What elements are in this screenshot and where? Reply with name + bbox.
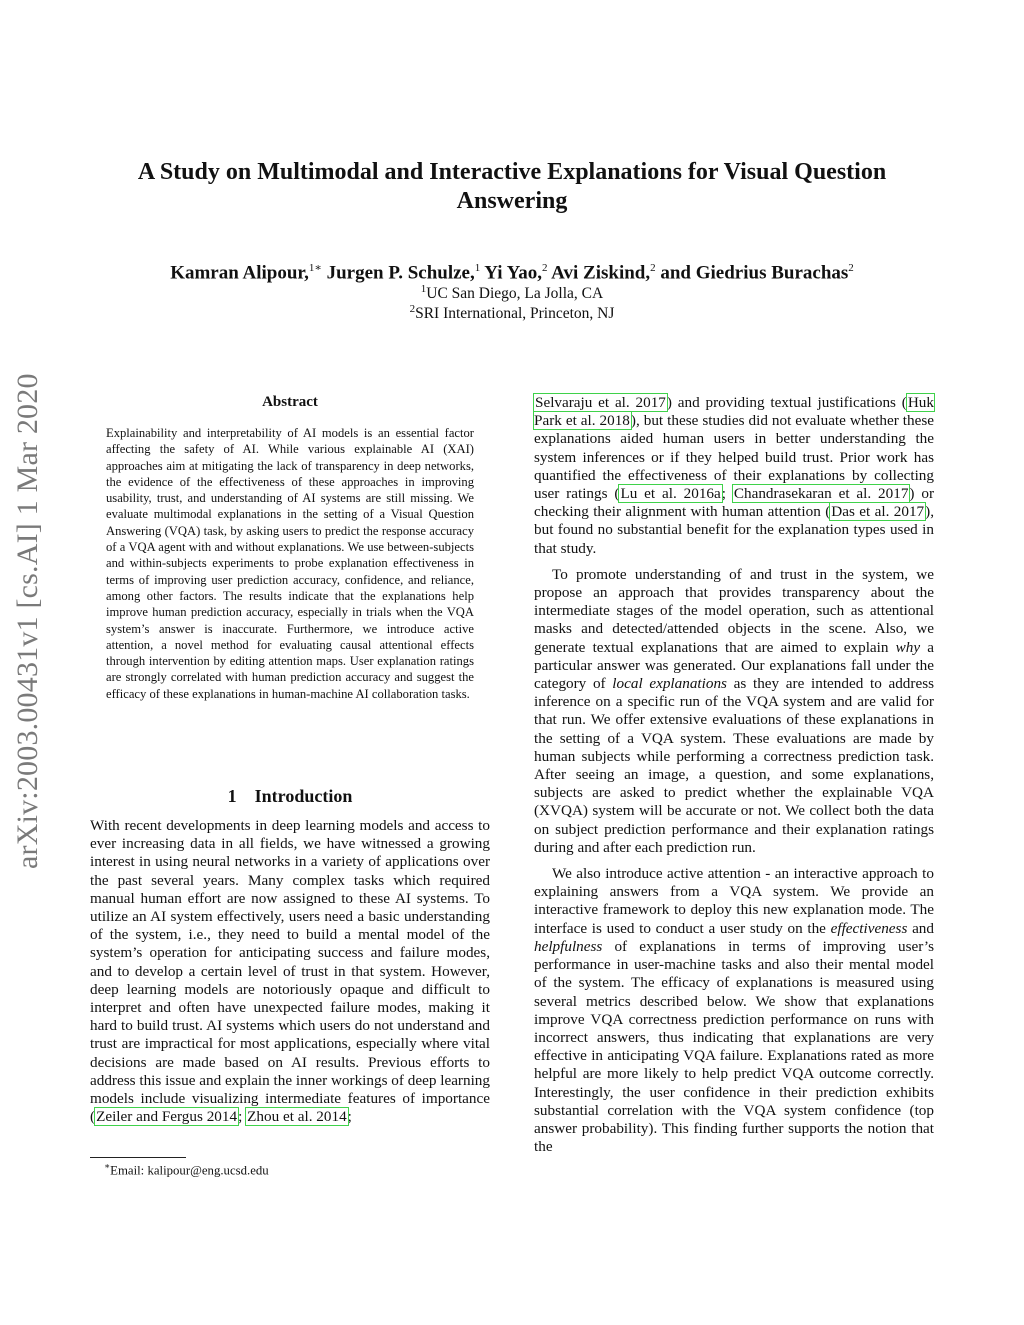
intro-end: ;: [347, 1108, 352, 1126]
paragraph: [534, 865, 934, 1156]
section-heading-introduction: [90, 786, 490, 807]
abstract-heading: Abstract: [262, 394, 318, 410]
citation-link[interactable]: Zeiler and Fergus 2014: [96, 1108, 238, 1126]
affiliation-text: SRI International, Princeton, NJ: [415, 305, 615, 323]
text-run: ;: [721, 485, 726, 503]
author-name: Jurgen P. Schulze,: [321, 262, 475, 284]
author-name: Avi Ziskind,: [547, 262, 651, 284]
affiliation-sup: 2: [409, 303, 416, 315]
arxiv-watermark: arXiv:2003.00431v1 [cs.AI] 1 Mar 2020: [11, 373, 44, 869]
text-run: as they are intended to address inference on a specific run of the VQA system and are valid for that run. We offer extensive evaluations of these explanations in the setting of a VQA system. These evaluations are made by human subjects while performing a correctness prediction task. After seeing an image, a question, and some explanations, subjects are asked to predict whether the explainable VQA (XVQA) system will be accurate or not. We collect both the data on subject prediction performance and their explanation ratings during and after each prediction run.: [534, 675, 935, 856]
footnote-mark: ∗: [104, 1161, 111, 1171]
paragraph: [534, 394, 934, 558]
affiliation-text: UC San Diego, La Jolla, CA: [426, 285, 604, 303]
emphasis: local explanations: [612, 675, 727, 693]
text-run: ), but found no substantial benefit for the explanation types used in that study.: [534, 503, 935, 557]
paragraph: [534, 566, 934, 857]
text-run: ) and providing textual justifications (: [666, 394, 907, 411]
text-run: a particular answer was generated. Our explanations fall under the category of: [534, 638, 934, 693]
citation-link[interactable]: Huk Park et al. 2018: [534, 394, 934, 430]
text-run: and: [907, 919, 934, 937]
section-title: Introduction: [254, 786, 353, 806]
abstract-text: Explainability and interpretability of AI models is an essential factor affecting the safety of AI. While various explainable AI (XAI) approaches aim at mitigating the lack of transparency in deep networks, the evidence of the effectiveness of these approaches in improving usability, trust, and understanding of AI systems are still missing. We evaluate multimodal explanations in the setting of a Visual Question Answering (VQA) task, by asking users to predict the response accuracy of a VQA agent with and without explanations. We use between-subjects and within-subjects experiments to probe explanation effectiveness in terms of improving user prediction accuracy, confidence, and reliance, among other factors. The results indicate that the explanations help improve human prediction accuracy, especially in trials when the VQA system’s answer is inaccurate. Furthermore, we introduce active attention, a novel method for evaluating causal attentional effects through intervention by editing attention maps. User explanation ratings are strongly correlated with human prediction accuracy and suggest the efficacy of these explanations in human-machine AI collaboration tasks.: [106, 426, 474, 701]
citation-link[interactable]: Das et al. 2017: [831, 503, 925, 521]
section-number: 1: [227, 786, 237, 806]
author-name: Yi Yao,: [480, 262, 542, 284]
author-sup: 2: [848, 262, 854, 274]
citation-link[interactable]: Selvaraju et al. 2017: [535, 394, 666, 411]
text-run: ) or checking their alignment with human attention (: [534, 485, 935, 521]
emphasis: helpfulness: [534, 937, 603, 955]
text-run: of explanations in terms of improving user’s performance in user-machine tasks and also their mental model of the system. The efficacy of explanations is measured using several metrics described below. We show that explanations improve VQA correctness prediction performance on runs with incorrect answers, thus indicating that explanations are very effective in anticipating VQA failure. Explanations rated as more helpful are more likely to help predict VQA outcome correctly. Interestingly, the user confidence in their prediction exhibits substantial correlation with the VQA system confidence (top answer probability). This finding further supports the notion that the: [534, 937, 934, 1156]
emphasis: effectiveness: [830, 919, 908, 937]
intro-separator: ;: [238, 1108, 243, 1126]
paper-title: A Study on Multimodal and Interactive Explanations for Visual Question Answering: [137, 159, 887, 214]
text-run: To promote understanding of and trust in the system, we propose an approach that provides transparency about the intermediate stages of the model operation, such as attentional masks and detected/attended objects in the scene. Also, we generate textual explanations that are aimed to explain: [534, 565, 934, 656]
author-sup: 1∗: [308, 262, 322, 274]
citation-link[interactable]: Lu et al. 2016a: [620, 485, 721, 503]
author-sup: 2: [541, 262, 548, 274]
right-column: [534, 394, 934, 1164]
text-run: ), but these studies did not evaluate whether these explanations aided human users in better understanding the system inferences or if they helped build trust. Prior work has quantified the effectiveness of their explanations by collecting user ratings (: [534, 412, 934, 503]
affiliation-sup: 1: [420, 283, 427, 295]
footnote-text: Email: kalipour@eng.ucsd.edu: [110, 1163, 269, 1178]
author-name: Kamran Alipour,: [170, 262, 309, 284]
author-sup: 1: [474, 262, 481, 274]
emphasis: why: [895, 638, 921, 656]
intro-text: With recent developments in deep learning models and access to ever increasing data in all fields, we have witnessed a growing interest in using neural networks in a variety of applications over the past several years. Many complex tasks which required manual human effort are now assigned to these AI systems. To utilize an AI system effectively, users need a basic understanding of the system, i.e., they need to build a mental model of the system’s operation for anticipating success and failure modes, and to develop a certain level of trust in that system. However, deep learning models are notoriously opaque and difficult to interpret and often have unexpected failure modes, making it hard to build trust. AI systems which users do not understand and trust are impractical for most applications, especially where vital decisions are made based on AI results. Previous efforts to address this issue and explain the inner workings of deep learning models include visualizing intermediate features of importance (: [90, 817, 490, 1126]
footnote: [104, 1161, 269, 1178]
citation-link[interactable]: Zhou et al. 2014: [247, 1108, 347, 1126]
footnote-rule: [90, 1157, 186, 1158]
author-name: and Giedrius Burachas: [655, 262, 849, 284]
text-run: We also introduce active attention - an interactive approach to explaining answers from a VQA system. We provide an interactive framework to deploy this new explanation mode. The interface is used to conduct a user study on the: [534, 865, 934, 937]
affiliation-2: [60, 299, 964, 324]
author-sup: 2: [650, 262, 656, 274]
citation-link[interactable]: Chandrasekaran et al. 2017: [733, 485, 909, 503]
introduction-paragraph: [90, 817, 490, 1126]
